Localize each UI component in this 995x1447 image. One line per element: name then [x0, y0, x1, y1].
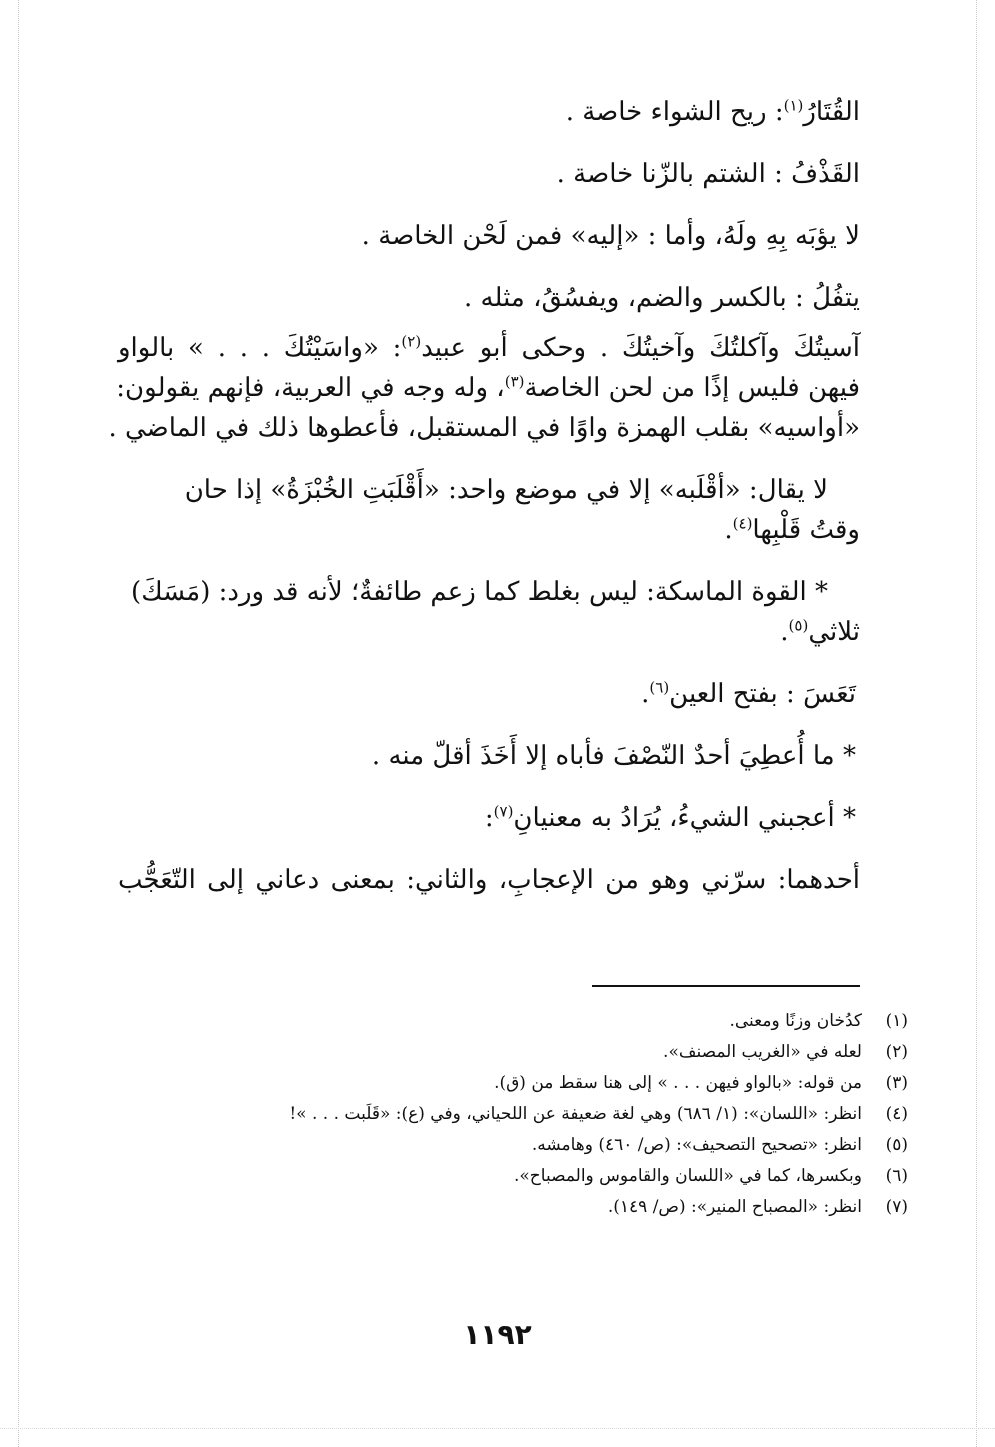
- footnote-ref: (٤): [732, 514, 753, 533]
- line-text-cont: .: [641, 679, 650, 709]
- line-text: يتفُلُ : بالكسر والضم، ويفسُقُ، مثله .: [464, 283, 860, 313]
- text-line: [118, 470, 860, 510]
- footnote-ref: (٥): [788, 616, 809, 635]
- footnote-number: (٦): [885, 1166, 908, 1186]
- footnote-number: (٣): [885, 1073, 908, 1093]
- line-text-cont: :: [484, 803, 494, 833]
- line-text: آسيتُكَ وآكلتُكَ وآخيتُكَ . وحكى أبو عبيد: [421, 333, 861, 363]
- text-line: [118, 278, 860, 318]
- line-text: القَذْفُ : الشتم بالزّنا خاصة .: [556, 159, 860, 189]
- line-text: ثلاثي: [808, 617, 860, 647]
- footnote-ref: (٧): [493, 802, 514, 821]
- footnote-ref: (١): [783, 96, 804, 115]
- line-text-cont: ، وله وجه في العربية، فإنهم يقولون:: [116, 373, 505, 403]
- line-text: * ما أُعطِيَ أحدٌ النّصْفَ فأباه إلا أَخَذَ أقلّ منه .: [371, 741, 856, 771]
- page-number: ١١٩٢: [463, 1318, 532, 1351]
- footnote-text: انظر: «تصحيح التصحيف»: (ص/ ٤٦٠) وهامشه.: [531, 1135, 862, 1155]
- footnote: [118, 1037, 908, 1068]
- line-text: أحدهما: سرّني وهو من الإعجابِ، والثاني: بمعنى دعاني إلى التّعَجُّب: [118, 865, 860, 895]
- footnote: [118, 1192, 908, 1223]
- right-margin-guide: [976, 0, 977, 1447]
- footnote-text: انظر: «اللسان»: (١/ ٦٨٦) وهي لغة ضعيفة عن اللحياني، وفي (ع): «قَلَبت . . . »!: [289, 1104, 862, 1124]
- footnote-text: انظر: «المصباح المنير»: (ص/ ١٤٩).: [607, 1197, 862, 1217]
- footnote: [118, 1006, 908, 1037]
- line-text: القُتَارُ: [803, 97, 860, 127]
- footnote-number: (٧): [885, 1197, 908, 1217]
- footnote-text: من قوله: «بالواو فيهن . . . » إلى هنا سقط من (ق).: [494, 1073, 862, 1093]
- line-text: فيهن فليس إذًا من لحن الخاصة: [524, 373, 860, 403]
- footnote-text: لعله في «الغريب المصنف».: [663, 1042, 862, 1062]
- text-line: [118, 674, 860, 714]
- line-text: «أواسيه» بقلب الهمزة واوًا في المستقبل، فأعطوها ذلك في الماضي .: [108, 413, 860, 443]
- line-text: لا يقال: «أقْلَبه» إلا في موضع واحد: «أَقْلَبَتِ الخُبْزَةُ» إذا حان: [184, 475, 828, 505]
- footnote: [118, 1130, 908, 1161]
- text-line: [118, 572, 860, 612]
- text-line: [108, 408, 860, 448]
- line-text-cont: : ريح الشواء خاصة .: [565, 97, 784, 127]
- footnote-text: كدُخان وزنًا ومعنى.: [729, 1011, 862, 1031]
- footnote: [118, 1068, 908, 1099]
- line-text: تَعَسَ : بفتح العين: [669, 679, 856, 709]
- text-line: [118, 860, 860, 900]
- main-text: [108, 92, 861, 900]
- footnote-number: (٢): [885, 1042, 908, 1062]
- line-text: * أعجبني الشيءُ، يُرَادُ به معنيانِ: [513, 803, 856, 833]
- line-text-cont: .: [780, 617, 789, 647]
- text-line: [118, 328, 860, 368]
- footnote-ref: (٣): [504, 372, 525, 391]
- text-line: [118, 612, 860, 652]
- text-line: [118, 798, 860, 838]
- text-line: [118, 510, 860, 550]
- text-line: [118, 154, 860, 194]
- footnote-ref: (٦): [649, 678, 670, 697]
- text-line: [118, 216, 860, 256]
- line-text: لا يؤبَه بِهِ ولَهُ، وأما : «إليه» فمن لَحْن الخاصة .: [361, 221, 860, 251]
- line-text: وقتُ قَلْبِها: [752, 515, 860, 545]
- footnote-separator: [592, 985, 860, 987]
- text-line: [118, 368, 860, 408]
- line-text-cont: .: [724, 515, 733, 545]
- footnote-number: (٥): [885, 1135, 908, 1155]
- line-text: * القوة الماسكة: ليس بغلط كما زعم طائفةٌ؛ لأنه قد ورد: (مَسَكَ): [131, 577, 828, 607]
- text-line: [118, 92, 860, 132]
- left-margin-guide: [18, 0, 19, 1447]
- footnote-number: (٤): [885, 1104, 908, 1124]
- footnote: [118, 1161, 908, 1192]
- footnote-text: وبكسرها، كما في «اللسان والقاموس والمصباح».: [514, 1166, 862, 1186]
- footnote: [118, 1099, 908, 1130]
- footnote-number: (١): [885, 1011, 908, 1031]
- footnote-ref: (٢): [401, 332, 422, 351]
- text-line: [118, 736, 860, 776]
- line-text-cont: : «واسَيْتُكَ . . . » بالواو: [118, 333, 402, 363]
- bottom-margin-guide: [0, 1428, 995, 1429]
- footnotes: [118, 1006, 908, 1223]
